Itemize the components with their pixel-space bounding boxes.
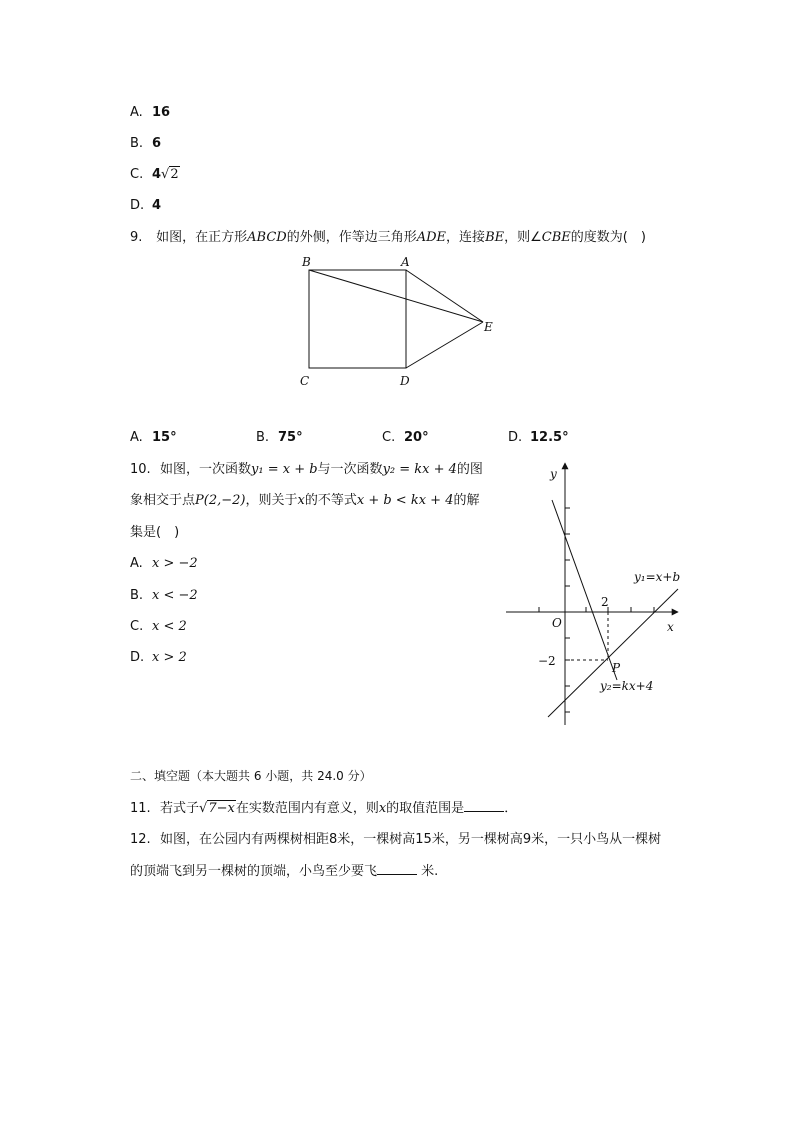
label-d: D [400,374,410,388]
option-letter: B. [130,588,144,603]
option-value: 20° [404,430,429,445]
option-letter: D. [130,198,145,213]
q10-stem-line1 [130,461,483,479]
q10-text: ，则关于 [245,493,298,508]
question-number: 11. [130,801,151,816]
q11-text: 若式子 [160,801,200,816]
option-value: 6 [152,136,162,151]
q10-option-b [130,587,198,605]
option-value: 15° [152,430,177,445]
option-letter: C. [130,619,144,634]
q9-math: ADE [416,230,447,245]
option-value: 12.5° [530,430,569,445]
question-number: 12. [130,832,151,847]
q10-text: 的图 [456,462,483,477]
option-value: x < 2 [152,619,187,634]
answer-blank [377,862,417,875]
label-b: B [302,255,311,269]
q9-math: ABCD [247,230,287,245]
label-a: A [401,255,410,269]
question-number: 9. [130,230,143,245]
q10-option-d [130,649,187,667]
q9-text: 的度数为( ) [570,230,646,245]
q9-option-d [508,430,569,445]
sqrt-radicand: 2 [170,167,179,182]
q11-text: 的取值范围是 [386,801,465,816]
q9-option-a [130,430,177,445]
option-letter: C. [382,430,396,445]
option-letter: C. [130,167,144,182]
q11-text: ． [504,801,518,816]
q9-text: ，则∠ [504,230,542,245]
q10-math: P(2,−2) [195,493,246,508]
q11-text: 在实数范围内有意义，则 [235,801,379,816]
option-value: 16 [152,105,171,120]
option-letter: B. [256,430,270,445]
option-value-prefix: 4 [152,167,162,182]
tick-label-2: 2 [601,595,609,609]
line-y2 [552,500,617,680]
q9-text: ，连接 [446,230,486,245]
q10-text: 象相交于点 [130,493,196,508]
q10-text: 如图，一次函数 [160,462,252,477]
sqrt-radicand: 7−x [208,801,235,816]
q10-math: y₁ = x + b [251,462,318,477]
q9-math: CBE [541,230,571,245]
q10-text: 与一次函数 [317,462,383,477]
q9-text: 的外侧，作等边三角形 [286,230,417,245]
q12-stem-line2 [130,862,438,881]
q9-text: 如图，在正方形 [156,230,248,245]
q11-stem [130,799,517,818]
q10-math: x [297,493,305,508]
option-letter: B. [130,136,144,151]
square-abcd [309,270,406,368]
question-number: 10. [130,462,151,477]
sqrt-expression: √7−x [199,801,235,816]
option-value: x > 2 [152,650,187,665]
q10-stem-line3: 集是( ) [130,525,180,540]
q9-math: BE [485,230,505,245]
option-value: 75° [278,430,303,445]
q9-stem [130,229,646,247]
q8-option-d [130,197,161,215]
y-axis-label: y [550,467,557,481]
line-y1-label: y₁=x+b [634,570,681,584]
q9-options [130,430,730,448]
option-value: 4 [152,198,162,213]
point-p-label: P [612,661,621,675]
q8-option-c [130,166,180,184]
tick-label-neg2: −2 [538,654,556,668]
section-title: 二、填空题（本大题共 6 小题，共 24.0 分） [130,769,372,783]
x-axis-label: x [667,620,674,634]
q12-stem-line1 [130,831,661,849]
q12-text: 如图，在公园内有两棵树相距8米，一棵树高15米，另一棵树高9米，一只小鸟从一棵树 [160,832,662,847]
segment-ae [406,270,483,322]
label-e: E [484,320,493,334]
option-letter: D. [130,650,145,665]
option-letter: A. [130,430,143,445]
q10-option-c [130,618,187,636]
q8-option-a [130,104,170,122]
q10-math: y₂ = kx + 4 [382,462,457,477]
segment-be [309,270,483,322]
q8-option-b [130,135,161,153]
q10-option-a [130,555,198,573]
q9-option-b [256,430,303,445]
q10-text: 的解 [453,493,480,508]
label-c: C [300,374,310,388]
q9-option-c [382,430,429,445]
q10-math: x + b < kx + 4 [356,493,454,508]
option-letter: D. [508,430,523,445]
answer-blank [464,799,504,812]
q11-math: x [378,801,387,816]
q10-stem-line2 [130,492,479,510]
option-letter: A. [130,556,143,571]
q12-text: 米. [417,864,439,879]
line-y2-label: y₂=kx+4 [600,679,654,693]
q10-text: 的不等式 [304,493,357,508]
segment-de [406,322,483,368]
option-value: x > −2 [152,556,198,571]
option-letter: A. [130,105,143,120]
sqrt-expression: √2 [161,167,179,182]
line-y1 [548,589,678,717]
q12-text: 的顶端飞到另一棵树的顶端，小鸟至少要飞 [130,864,378,879]
option-value: x < −2 [152,588,198,603]
origin-label: O [552,616,562,630]
